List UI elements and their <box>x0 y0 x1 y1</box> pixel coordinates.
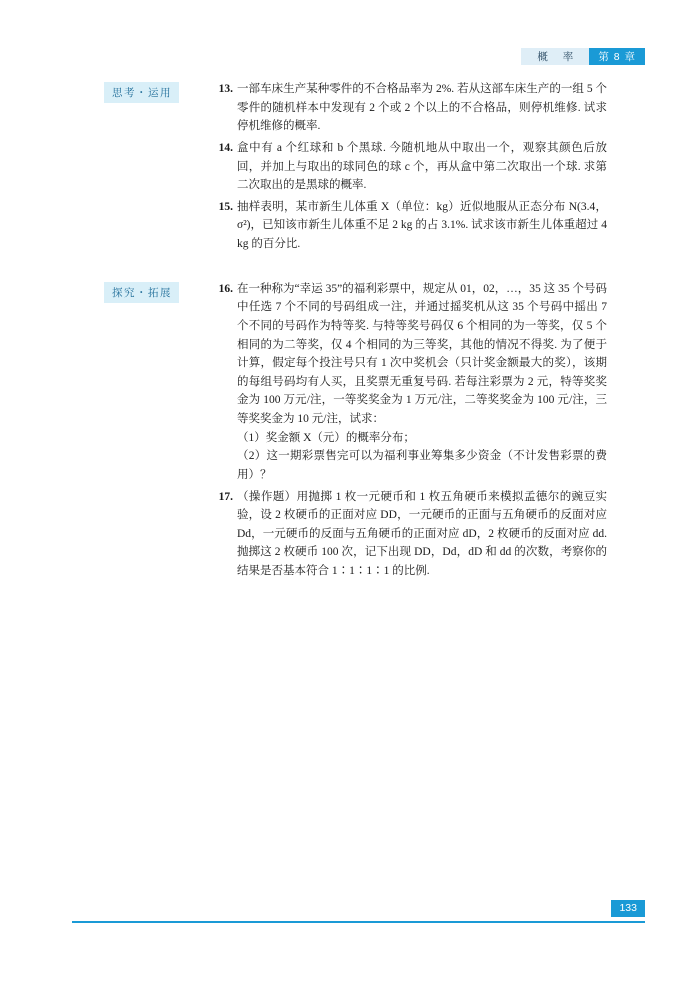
exercise-list-inquiry <box>215 280 607 581</box>
exercise-paragraph: （操作题）用抛掷 1 枚一元硬币和 1 枚五角硬币来模拟孟德尔的豌豆实验，设 2 枚硬币的正面对应 DD，一元硬币的正面与五角硬币的反面对应 Dd，一元硬币的反面与五角硬币的正面对应 dD，2 枚硬币的反面对应 dd. 抛掷这 2 枚硬币 100 次，记下出现 DD，Dd，dD 和 dd 的次数，考察你的结果是否基本符合 1∶1∶1∶1 的比例. <box>237 490 607 577</box>
section-tag-thinking-application: 思考・运用 <box>104 82 179 103</box>
exercise-item <box>215 80 607 136</box>
section-thinking-application <box>0 80 700 254</box>
exercise-number: 13. <box>218 83 233 95</box>
exercise-body <box>237 280 607 485</box>
page-number: 133 <box>611 900 645 917</box>
exercise-list-thinking <box>215 80 607 254</box>
exercise-paragraph: 盒中有 a 个红球和 b 个黑球. 今随机地从中取出一个，观察其颜色后放回，并加上与取出的球同色的球 c 个，再从盒中第二次取出一个球. 求第二次取出的是黑球的概率. <box>237 141 607 192</box>
exercise-body <box>237 198 607 254</box>
exercise-subitem: （1）奖金额 X（元）的概率分布； <box>237 431 415 444</box>
exercise-paragraph: 抽样表明，某市新生儿体重 X（单位：kg）近似地服从正态分布 N(3.4，σ²)，已知该市新生儿体重不足 2 kg 的占 3.1%. 试求该市新生儿体重超过 4 kg 的百分比. <box>237 200 607 250</box>
footer-divider <box>72 921 645 923</box>
exercise-subitem: （2）这一期彩票售完可以为福利事业筹集多少资金（不计发售彩票的费用）？ <box>237 450 607 481</box>
exercise-item <box>215 139 607 195</box>
exercise-number: 16. <box>218 282 233 295</box>
exercise-body <box>237 139 607 195</box>
section-inquiry-extension <box>0 280 700 581</box>
exercise-item <box>215 280 607 485</box>
exercise-body <box>237 80 607 136</box>
page-header <box>521 48 645 65</box>
exercise-number: 17. <box>218 490 233 503</box>
page-content <box>0 80 700 585</box>
header-subject: 概 率 <box>521 48 589 65</box>
exercise-item <box>215 198 607 254</box>
header-chapter: 第 8 章 <box>589 48 645 65</box>
exercise-item <box>215 488 607 581</box>
exercise-number: 15. <box>218 200 233 213</box>
exercise-number: 14. <box>218 141 233 154</box>
exercise-paragraph: 一部车床生产某种零件的不合格品率为 2%. 若从这部车床生产的一组 5 个零件的随机样本中发现有 2 个或 2 个以上的不合格品，则停机维修. 试求停机维修的概率. <box>237 83 607 133</box>
exercise-paragraph: 在一种称为“幸运 35”的福利彩票中，规定从 01，02，…，35 这 35 个号码中任选 7 个不同的号码组成一注，并通过摇奖机从这 35 个号码中摇出 7 个不同的号码作为特等奖. 与特等奖号码仅 6 个相同的为一等奖，仅 5 个相同的为二等奖，仅 4 个相同的为三等奖，其他的情况不得奖. 为了便于计算，假定每个投注号只有 1 次中奖机会（只计奖金额最大的奖），该期的每组号码均有人买，且奖票无重复号码. 若每注彩票为 2 元，特等奖奖金为 100 万元/注，一等奖奖金为 1 万元/注，二等奖奖金为 100 元/注，三等奖奖金为 10 元/注，试求： <box>237 282 607 425</box>
section-tag-inquiry-extension: 探究・拓展 <box>104 282 179 303</box>
exercise-body <box>237 488 607 581</box>
